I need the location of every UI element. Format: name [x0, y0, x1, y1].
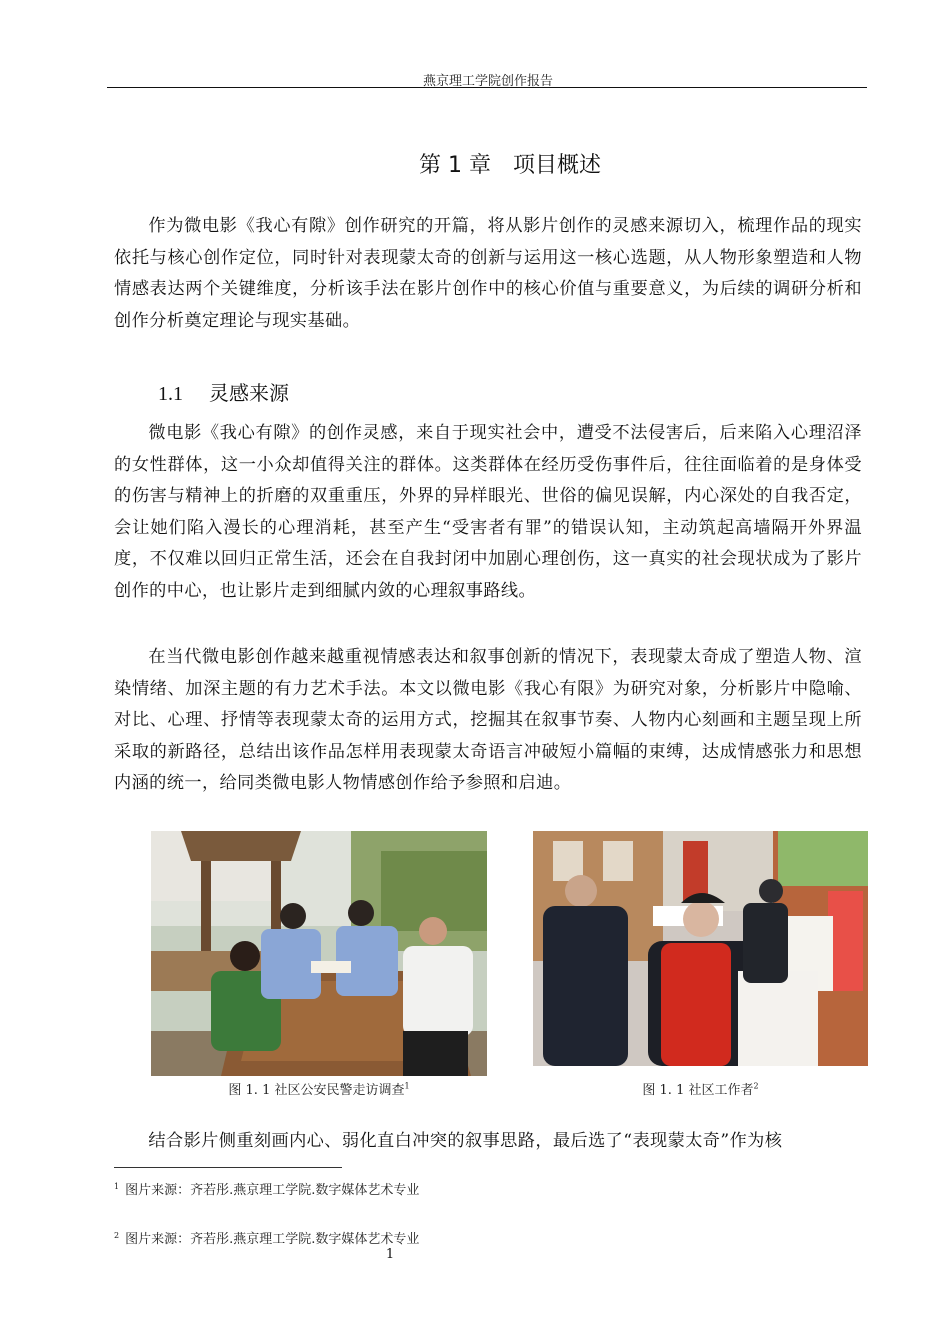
header-rule — [107, 87, 867, 88]
section-number: 1.1 — [158, 383, 183, 405]
section-title: 灵感来源 — [209, 381, 289, 405]
figure-caption-1: 图 1. 1 社区公安民警走访调查$^1$ — [228, 1081, 410, 1098]
chapter-title — [0, 148, 950, 179]
body-paragraph-2: 在当代微电影创作越来越重视情感表达和叙事创新的情况下，表现蒙太奇成了塑造人物、渲染情绪、加深主题的有力艺术手法。本文以微电影《我心有限》为研究对象，分析影片中隐喻、对比、心理、抒情等表现蒙太奇的运用方式，挖掘其在叙事节奏、人物内心刻画和主题呈现上所采取的新路径，总结出该作品怎样用表现蒙太奇语言冲破短小篇幅的束缚，达成情感张力和思想内涵的统一，给同类微电影人物情感创作给予参照和启迪。 — [114, 647, 862, 793]
intro-paragraph: 作为微电影《我心有隙》创作研究的开篇，将从影片创作的灵感来源切入，梳理作品的现实依托与核心创作定位，同时针对表现蒙太奇的创新与运用这一核心选题，从人物形象塑造和人物情感表达两个关键维度，分析该手法在影片创作中的核心价值与重要意义，为后续的调研分析和创作分析奠定理论与现实基础。 — [114, 216, 862, 331]
footnote-1: $^1$ 图片来源：齐若彤.燕京理工学院.数字媒体艺术专业 — [114, 1181, 420, 1198]
chapter-number: 第 1 章 — [419, 153, 491, 178]
chapter-name: 项目概述 — [512, 153, 601, 178]
page-number: 1 — [385, 1247, 395, 1262]
running-header: 燕京理工学院创作报告 — [422, 74, 553, 89]
police-visit-photo — [151, 831, 487, 1076]
closing-line: 结合影片侧重刻画内心、弱化直白冲突的叙事思路，最后选了“表现蒙太奇”作为核 — [148, 1131, 783, 1151]
community-workers-photo — [533, 831, 868, 1066]
body-paragraph-1: 微电影《我心有隙》的创作灵感，来自于现实社会中，遭受不法侵害后，后来陷入心理沼泽的女性群体，这一小众却值得关注的群体。这类群体在经历受伤事件后，往往面临着的是身体受的伤害与精神上的折磨的双重重压，外界的异样眼光、世俗的偏见误解，内心深处的自我否定，会让她们陷入漫长的心理消耗，甚至产生“受害者有罪”的错误认知，主动筑起高墙隔开外界温度，不仅难以回归正常生活，还会在自我封闭中加剧心理创伤，这一真实的社会现状成为了影片创作的中心，也让影片走到细腻内敛的心理叙事路线。 — [114, 423, 862, 601]
figure-caption-2: 图 1. 1 社区工作者$^2$ — [642, 1081, 759, 1098]
section-heading — [158, 377, 289, 406]
footnote-2: $^2$ 图片来源：齐若彤.燕京理工学院.数字媒体艺术专业 — [114, 1230, 420, 1247]
footnote-rule — [114, 1167, 342, 1168]
